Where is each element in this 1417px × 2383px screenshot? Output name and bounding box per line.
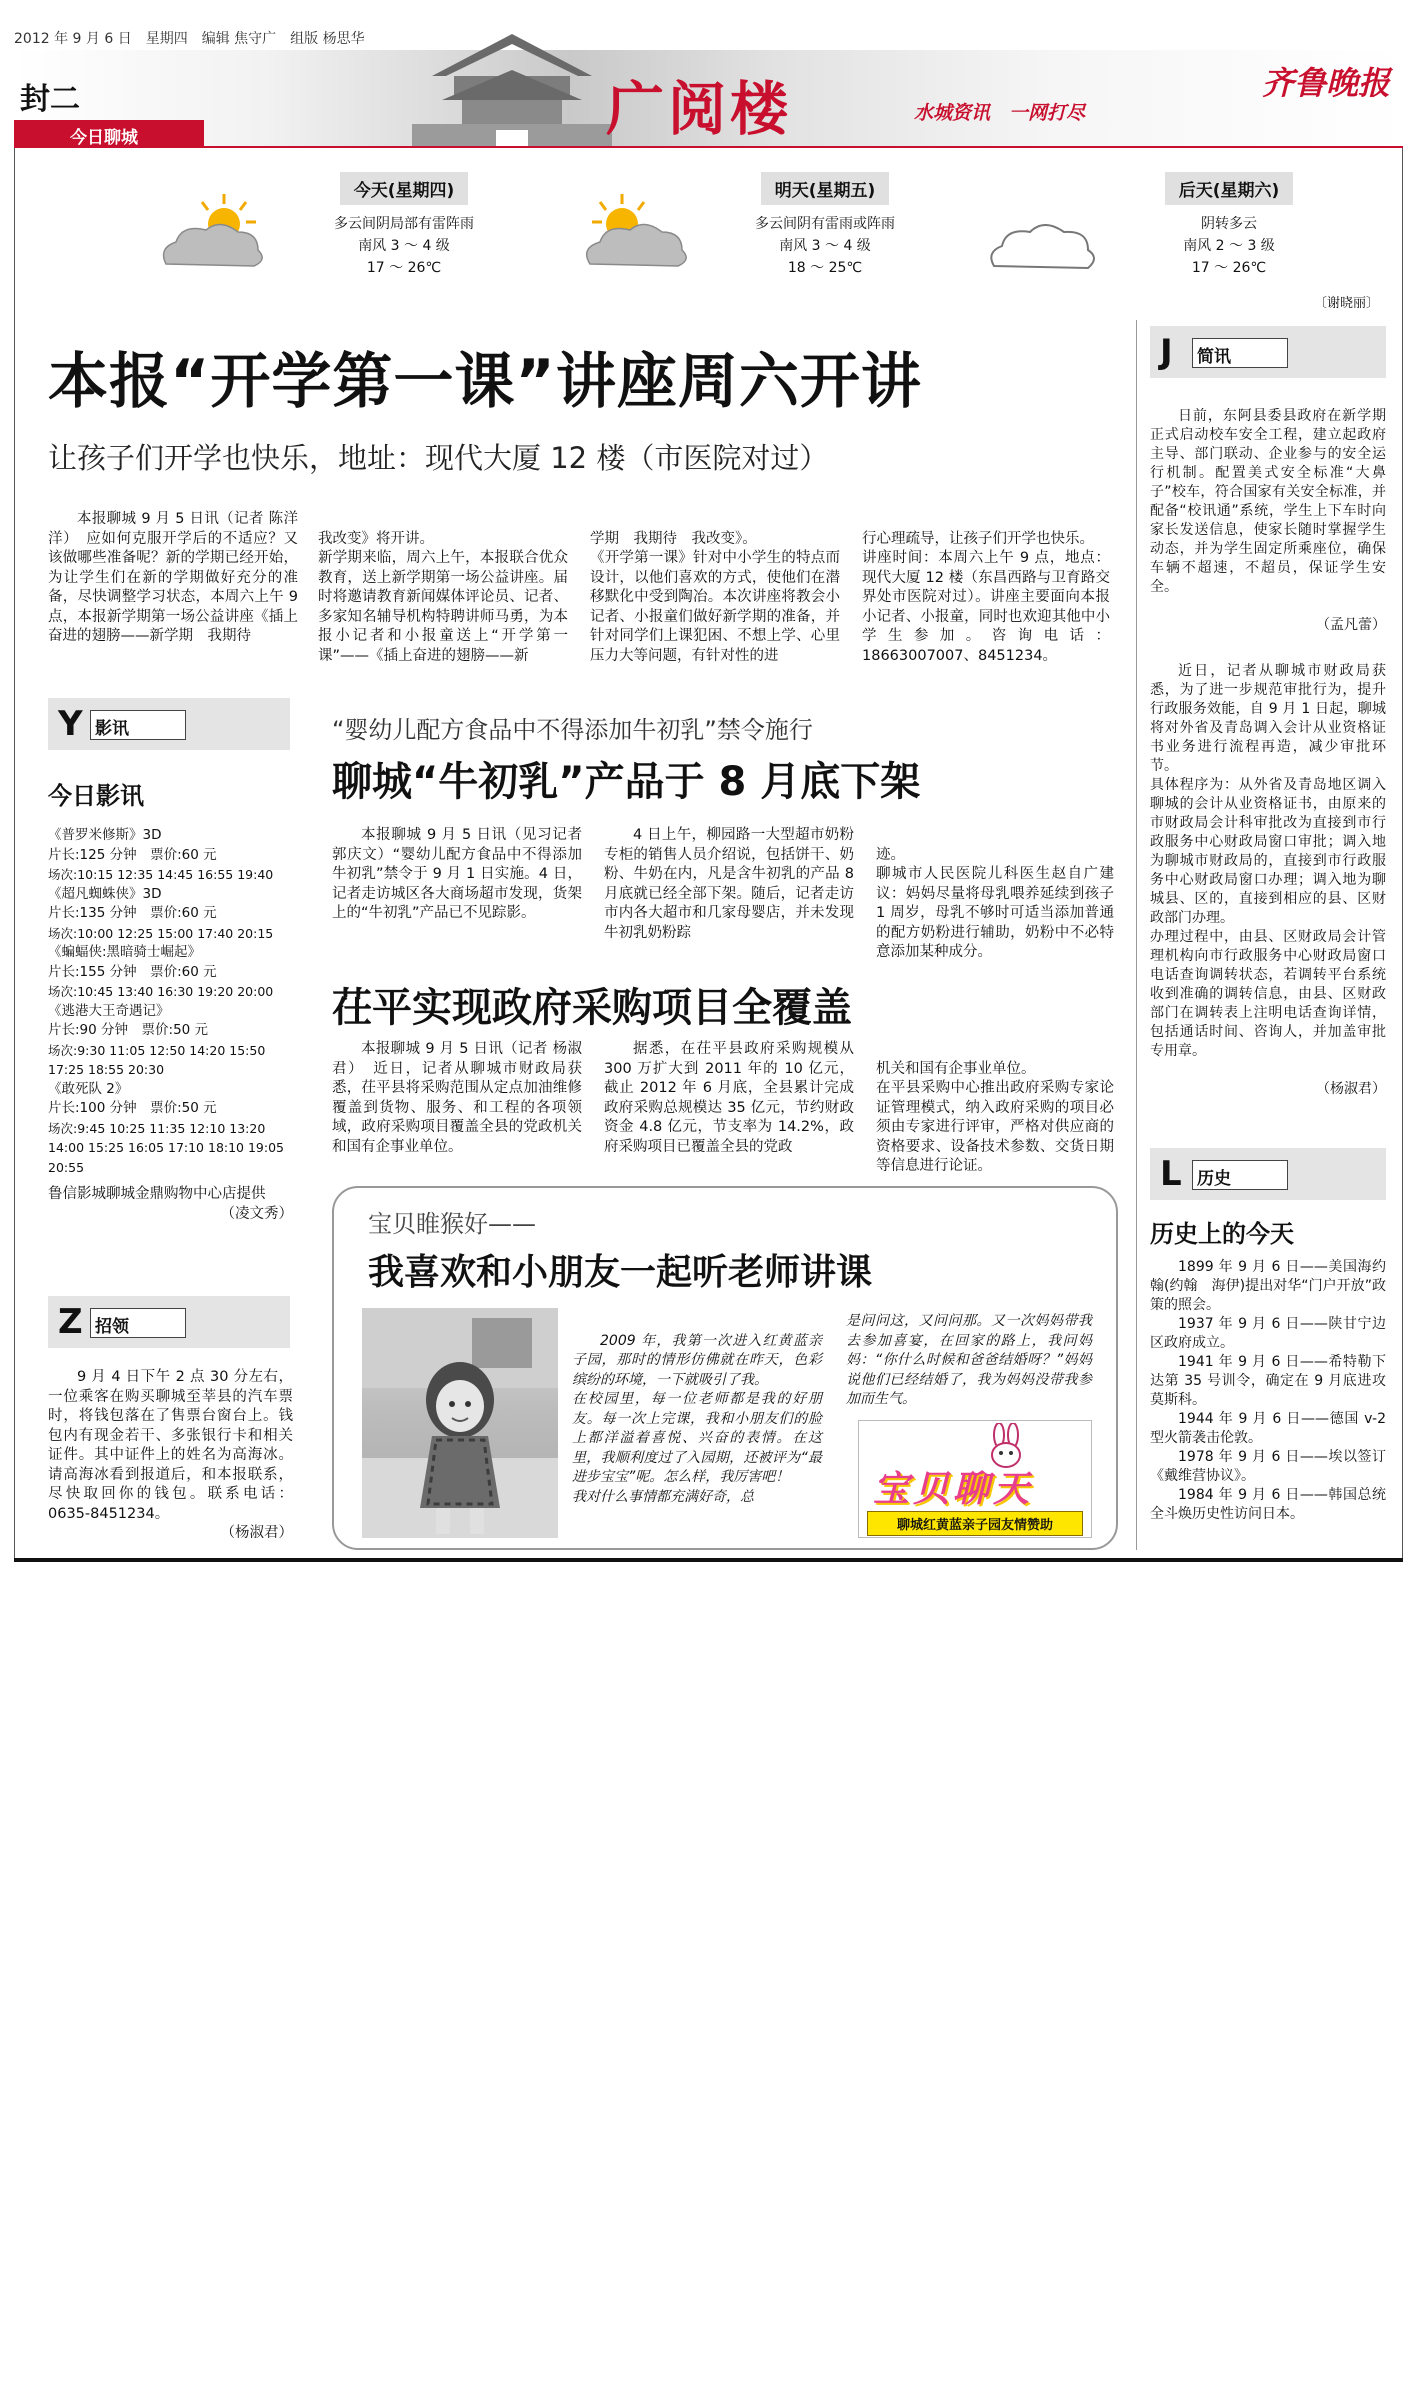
movie-name: 《逃港大王奇遇记》 (48, 1002, 170, 1019)
brief-item-1: 日前，东阿县委县政府在新学期正式启动校车安全工程，建立起政府主导、部门联动、企业参与的安全运行机制。配置美式安全标准“大鼻子”校车，符合国家有关安全标准，并配备“校讯通”系统，学生上下车时向家长发送信息，使家长随时掌握学生动态，并为学生固定所乘座位，确保车辆不超速，不超员，保证学生安全。 (1150, 408, 1386, 595)
dateline: 2012 年 9 月 6 日 星期四 编辑 焦守广 组版 杨思华 (14, 31, 365, 47)
weather-day-today (314, 172, 494, 277)
baby-col-1 (572, 1312, 822, 1527)
baby-kicker: 宝贝睢猴好—— (368, 1210, 536, 1238)
section-label: 简讯 (1192, 338, 1288, 368)
masthead-slogan: 水城资讯 一网打尽 (914, 102, 1086, 124)
section-label: 历史 (1192, 1160, 1288, 1190)
weather-desc: 阴转多云 (1201, 216, 1257, 232)
milk-col-text: 本报聊城 9 月 5 日讯（见习记者 郭庆文）“婴幼儿配方食品中不得添加牛初乳”禁令于 9 月 1 日实施。4 日，记者走访城区各大商场超市发现，货架上的“牛初乳”产品已不见踪影。 (332, 827, 597, 921)
weather-day-title: 后天(星期六) (1165, 172, 1294, 205)
weather-day-after (1154, 172, 1304, 277)
lead-col-text: 我改变》将开讲。 新学期来临，周六上午，本报联合优众教育，送上新学期第一场公益讲座。届时将邀请教育新闻媒体评论员、记者、多家知名辅导机构特聘讲师马勇，为本报小记者和小报童送上“开学第一课”——《插上奋进的翅膀——新 (318, 530, 568, 664)
procure-col-text: 据悉，在茌平县政府采购规模从 300 万扩大到 2011 年的 10 亿元，截止 2012 年 6 月底，全县累计完成政府采购总规模达 35 亿元，节约财政资金 4.8 亿元，节支率为 14.2%，政府采购项目已覆盖全县的党政 (604, 1041, 854, 1155)
procure-col-3 (876, 1040, 1114, 1196)
section-y-header (48, 698, 290, 750)
movie-list (48, 826, 293, 1224)
movie-times: 场次:9:30 11:05 12:50 14:20 15:50 17:25 18:55 20:30 (48, 1042, 266, 1077)
sun-cloud-icon (154, 192, 284, 272)
section-z-header (48, 1296, 290, 1348)
milk-col-text: 迹。 聊城市人民医院儿科医生赵自广建议：妈妈尽量将母乳喂养延续到孩子 1 周岁，母乳不够时可适当添加普通的配方奶粉进行辅助，奶粉中不必特意添加某种成分。 (876, 846, 1114, 960)
section-letter: Y (58, 704, 83, 744)
column-tab-label: 今日聊城 (70, 128, 138, 148)
section-letter: Z (58, 1302, 83, 1342)
lead-col-text: 本报聊城 9 月 5 日讯（记者 陈洋洋） 应如何克服开学后的不适应？又该做哪些准备呢？新的学期已经开始，为让学生们在新的学期做好充分的准备，尽快调整学习状态，本周六上午 9 点，本报新学期第一场公益讲座《插上奋进的翅膀——新学期 我期待 (48, 511, 298, 644)
lead-col-text: 行心理疏导，让孩子们开学也快乐。 讲座时间：本周六上午 9 点，地点：现代大厦 12 楼（东昌西路与卫育路交界处市医院对过）。讲座主要面向本报小记者、小报童，同时也欢迎其他中小学生参加。咨询电话：18663007007、8451234。 (862, 530, 1110, 664)
lead-subhead: 让孩子们开学也快乐，地址：现代大厦 12 楼（市医院对过） (48, 441, 829, 475)
baby-headline: 我喜欢和小朋友一起听老师讲课 (368, 1252, 873, 1293)
procure-headline: 茌平实现政府采购项目全覆盖 (332, 985, 852, 1031)
weather-day-title: 明天(星期五) (761, 172, 890, 205)
movie-name: 《普罗米修斯》3D (48, 827, 162, 843)
list-item: 1978 年 9 月 6 日——埃以签订《戴维营协议》。 (1150, 1449, 1386, 1484)
lost-found-text: 9 月 4 日下午 2 点 30 分左右，一位乘客在购买聊城至莘县的汽车票时，将钱包落在了售票台窗台上。钱包内有现金若干、多张银行卡和相关证件。其中证件上的姓名为高海冰。请高海冰看到报道后，和本报联系，尽快取回你的钱包。联系电话：0635-8451234。 (48, 1369, 293, 1522)
milk-col-2 (604, 826, 854, 943)
section-label: 招领 (90, 1308, 186, 1338)
list-item (48, 885, 293, 944)
brief-credit-2: （杨淑君） (1316, 1081, 1386, 1097)
movie-credit: （凌文秀） (220, 1205, 293, 1222)
newspaper-brand: 齐鲁晚报 (1262, 64, 1391, 102)
movie-times: 场次:9:45 10:25 11:35 12:10 13:20 14:00 15:25 16:05 17:10 18:10 19:05 20:55 (48, 1120, 285, 1175)
movie-info: 片长:100 分钟 票价:50 元 (48, 1100, 217, 1116)
section-letter: L (1160, 1154, 1182, 1194)
movie-info: 片长:135 分钟 票价:60 元 (48, 905, 217, 921)
list-item (48, 1002, 293, 1080)
weather-credit: 〔谢晓丽〕 (1314, 296, 1380, 311)
lead-headline: 本报“开学第一课”讲座周六开讲 (48, 347, 922, 417)
weather-strip (14, 160, 1403, 310)
baby-feature-box (332, 1186, 1118, 1550)
page-label: 封二 (20, 82, 80, 117)
weather-day-tomorrow (730, 172, 920, 277)
procure-col-2 (604, 1040, 854, 1157)
list-item (48, 1080, 293, 1178)
history-title: 历史上的今天 (1150, 1220, 1294, 1248)
list-item: 1899 年 9 月 6 日——美国海约翰(约翰 海伊)提出对华“门户开放”政策的照会。 (1150, 1259, 1386, 1313)
child-figure-image (362, 1308, 558, 1538)
brief-credit-1: （孟凡蕾） (1316, 617, 1386, 633)
movie-info: 片长:155 分钟 票价:60 元 (48, 963, 217, 980)
weather-temp: 18 ～ 25℃ (787, 260, 863, 276)
weather-day-title: 今天(星期四) (340, 172, 469, 205)
baby-col-2 (846, 1312, 1092, 1410)
movie-times: 场次:10:45 13:40 16:30 19:20 20:00 (48, 984, 274, 999)
baby-col-text: 是问问这，又问问那。又一次妈妈带我去参加喜宴，在回家的路上，我问妈妈：“你什么时候和爸爸结婚呀？”妈妈说他们已经结婚了，我为妈妈没带我参加而生气。 (846, 1313, 1092, 1407)
lead-col-4 (862, 510, 1110, 686)
cloud-icon (984, 212, 1104, 272)
section-letter: J (1160, 332, 1173, 372)
list-item (48, 826, 293, 885)
procure-col-text: 本报聊城 9 月 5 日讯（记者 杨淑君） 近日，记者从聊城市财政局获悉，茌平县将采购范围从定点加油维修覆盖到货物、服务、和工程的各项领域，政府采购项目覆盖全县的党政机关和国有企事业单位。 (332, 1041, 582, 1155)
list-item: 1944 年 9 月 6 日——德国 v-2 型火箭袭击伦敦。 (1150, 1411, 1386, 1446)
lead-col-3 (590, 510, 840, 686)
list-item: 1937 年 9 月 6 日——陕甘宁边区政府成立。 (1150, 1316, 1386, 1351)
masthead-title: 广阅楼 (606, 75, 793, 143)
weather-desc: 多云间阴有雷雨或阵雨 (755, 216, 895, 232)
movie-info: 片长:90 分钟 票价:50 元 (48, 1022, 209, 1038)
movies-title: 今日影讯 (48, 782, 144, 810)
section-j-header (1150, 326, 1386, 378)
movie-name: 《敢死队 2》 (48, 1080, 129, 1097)
movie-name: 《超凡蜘蛛侠》3D (48, 885, 162, 902)
milk-kicker: “婴幼儿配方食品中不得添加牛初乳”禁令施行 (332, 716, 813, 744)
movie-info: 片长:125 分钟 票价:60 元 (48, 846, 217, 863)
procure-col-text: 机关和国有企事业单位。 在平县采购中心推出政府采购专家论证管理模式，纳入政府采购的项目必须由专家进行评审，严格对供应商的资格要求、设备技术参数、交货日期等信息进行论证。 (876, 1060, 1114, 1174)
lost-found-credit: （杨淑君） (220, 1525, 293, 1541)
movie-name: 《蝙蝠侠:黑暗骑士崛起》 (48, 944, 202, 960)
movie-times: 场次:10:15 12:35 14:45 16:55 19:40 (48, 867, 274, 882)
milk-col-text: 4 日上午，柳园路一大型超市奶粉专柜的销售人员介绍说，包括饼干、奶粉、牛奶在内，凡是含牛初乳的产品 8 月底就已经全部下架。随后，记者走访市内各大超市和几家母婴店，并未发现牛初乳奶粉踪 (604, 827, 854, 941)
section-label: 影讯 (90, 710, 186, 740)
child-photo (362, 1308, 558, 1538)
list-item (48, 943, 293, 1002)
history-list (1150, 1258, 1386, 1524)
milk-col-1 (332, 826, 597, 924)
baby-col-text: 2009 年，我第一次进入红黄蓝亲子园，那时的情形仿佛就在昨天，色彩缤纷的环境，一下就吸引了我。 在校园里，每一位老师都是我的好朋友。每一次上完课，我和小朋友们的脸上都洋溢着喜悦、兴奋的表情。在这里，我顺利度过了入园期，还被评为“最进步宝宝”呢。怎么样，我厉害吧！ 我对什么事情都充满好奇，总 (572, 1332, 822, 1505)
procure-col-1 (332, 1040, 582, 1157)
sponsor-logo (858, 1420, 1092, 1538)
movie-provider: 鲁信影城聊城金鼎购物中心店提供 (48, 1186, 266, 1202)
brief-news (1150, 388, 1386, 1118)
weather-wind: 南风 3 ～ 4 级 (358, 238, 450, 254)
lost-found-body (48, 1368, 293, 1544)
column-tab (14, 120, 204, 148)
tower-illustration (392, 26, 632, 148)
milk-col-3 (876, 826, 1114, 982)
masthead-banner (14, 50, 1403, 148)
weather-wind: 南风 2 ～ 3 级 (1183, 238, 1275, 254)
weather-desc: 多云间阴局部有雷阵雨 (334, 216, 474, 232)
weather-temp: 17 ～ 26℃ (1191, 260, 1267, 276)
milk-headline: 聊城“牛初乳”产品于 8 月底下架 (332, 759, 921, 805)
sun-cloud-icon (570, 192, 700, 272)
weather-temp: 17 ～ 26℃ (366, 260, 442, 276)
sponsor-caption: 聊城红黄蓝亲子园友情赞助 (867, 1511, 1083, 1536)
section-l-header (1150, 1148, 1386, 1200)
page-bottom-rule (14, 1558, 1403, 1562)
list-item: 1984 年 9 月 6 日——韩国总统全斗焕历史性访问日本。 (1150, 1487, 1386, 1522)
lead-col-text: 学期 我期待 我改变》。 《开学第一课》针对中小学生的特点而设计，以他们喜欢的方式，使他们在潜移默化中受到陶冶。本次讲座将教会小记者、小报童们做好新学期的准备，并针对同学们上课犯困、不想上学、心里压力大等问题，有针对性的进 (590, 530, 840, 664)
right-column-rule (1136, 320, 1137, 1550)
brief-item-2: 近日，记者从聊城市财政局获悉，为了进一步规范审批行为，提升行政服务效能，自 9 月 1 日起，聊城将对外省及青岛调入会计从业资格证书业务进行流程再造，减少审批环节。 具体程序为：从外省及青岛地区调入聊城的会计从业资格证书，由原来的市财政局会计科审批改为直接到市行政服务中心财政局窗口审批；调入地为聊城市财政局的，直接到市行政服务中心财政局窗口办理；调入地为聊城县、区的，直接到相应的县、区财政部门办理。 办理过程中，由县、区财政局会计管理机构向市行政服务中心财政局窗口电话查询调转状态，若调转平台系统收到准确的调转信息，由县、区财政部门在调转表上注明电话查询详情，包括通话时间、咨询人，并加盖审批专用章。 (1150, 663, 1386, 1059)
lead-col-2 (318, 510, 568, 686)
movie-times: 场次:10:00 12:25 15:00 17:40 20:15 (48, 925, 274, 941)
sponsor-logo-text: 宝贝聊天 (873, 1469, 1034, 1510)
weather-wind: 南风 3 ～ 4 级 (779, 238, 871, 254)
lead-col-1 (48, 510, 298, 647)
list-item: 1941 年 9 月 6 日——希特勒下达第 35 号训令，确定在 9 月底进攻莫斯科。 (1150, 1354, 1386, 1408)
